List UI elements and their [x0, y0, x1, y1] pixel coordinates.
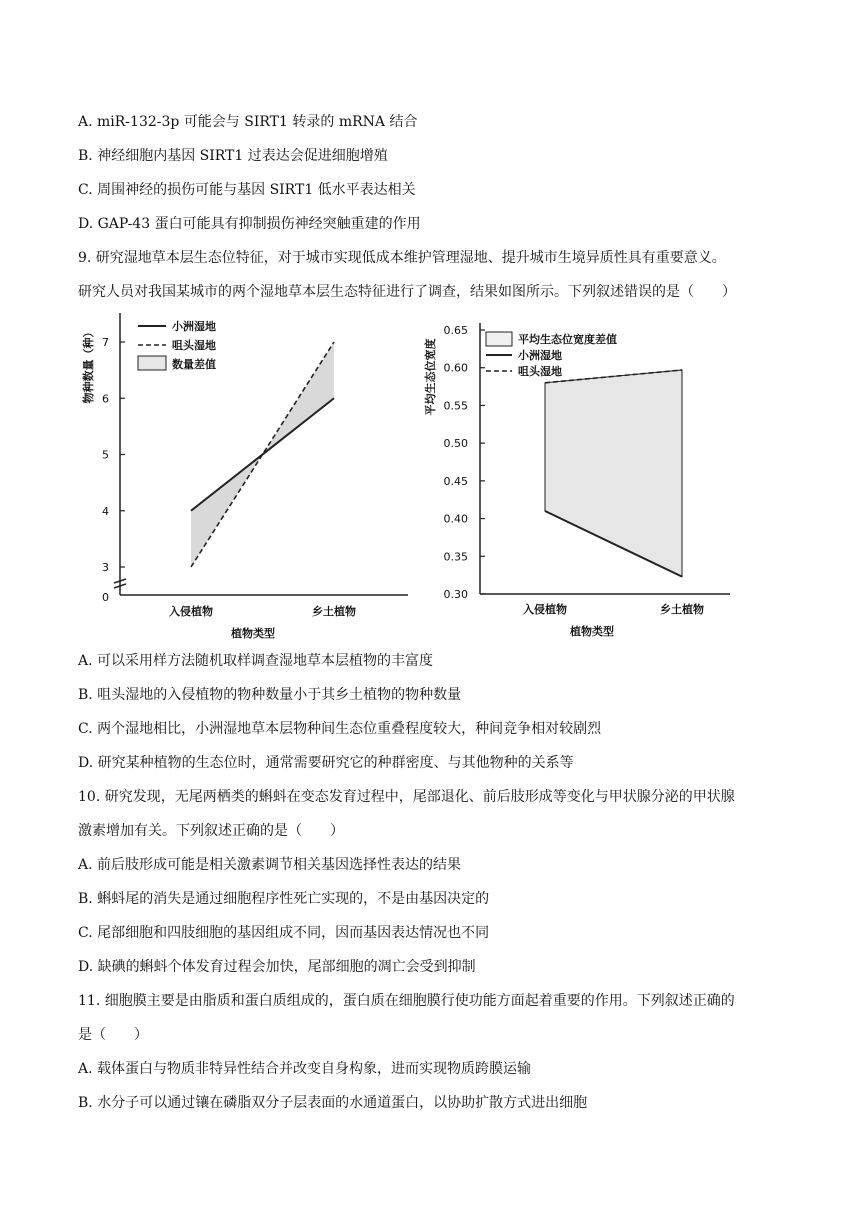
breadth-diff-fill	[545, 370, 682, 577]
y-tick-0.45: 0.45	[443, 474, 468, 488]
x-tick-native: 乡土植物	[312, 605, 356, 618]
legend	[486, 332, 617, 378]
q11-option-a: A. 载体蛋白与物质非特异性结合并改变自身构象，进而实现物质跨膜运输	[78, 1061, 532, 1077]
q8-option-a: A. miR-132-3p 可能会与 SIRT1 转录的 mRNA 结合	[78, 114, 418, 130]
legend	[138, 319, 216, 371]
y-tick-6: 6	[102, 392, 109, 406]
y-tick-0.30: 0.30	[443, 588, 468, 601]
q10-stem-line2: 激素增加有关。下列叙述正确的是（ ）	[78, 823, 344, 839]
q9-option-a: A. 可以采用样方法随机取样调查湿地草本层植物的丰富度	[78, 653, 434, 669]
q10-option-c: C. 尾部细胞和四肢细胞的基因组成不同，因而基因表达情况也不同	[78, 925, 490, 941]
x-tick-native: 乡土植物	[660, 603, 704, 616]
y-tick-0.35: 0.35	[443, 550, 468, 564]
legend-diff: 数量差值	[172, 358, 216, 371]
y-tick-7: 7	[102, 336, 109, 349]
y-tick-3: 3	[102, 561, 109, 574]
q9-stem-line1: 9. 研究湿地草本层生态位特征，对于城市实现低成本维护管理湿地、提升城市生境异质性具有重要意义。	[78, 250, 726, 266]
q9-option-c: C. 两个湿地相比，小洲湿地草本层物种间生态位重叠程度较大，种间竞争相对较剧烈	[78, 721, 602, 737]
y-tick-0.55: 0.55	[443, 399, 468, 413]
q9-stem-line2: 研究人员对我国某城市的两个湿地草本层生态特征进行了调查，结果如图所示。下列叙述错误的是（ ）	[78, 284, 736, 300]
q9-option-b: B. 咀头湿地的入侵植物的物种数量小于其乡土植物的物种数量	[78, 687, 462, 703]
q8-option-c: C. 周围神经的损伤可能与基因 SIRT1 低水平表达相关	[78, 182, 416, 198]
x-tick-invasive: 入侵植物	[523, 603, 567, 616]
y-tick-0: 0	[102, 591, 109, 604]
y-axis-label: 平均生态位宽度	[424, 338, 437, 416]
y-tick-0.60: 0.60	[443, 361, 468, 375]
q8-option-b: B. 神经细胞内基因 SIRT1 过表达会促进细胞增殖	[78, 148, 388, 164]
y-tick-0.65: 0.65	[443, 324, 468, 337]
q10-option-d: D. 缺碘的蝌蚪个体发育过程会加快，尾部细胞的凋亡会受到抑制	[78, 959, 476, 975]
legend-diff: 平均生态位宽度差值	[518, 333, 617, 346]
q11-stem-line1: 11. 细胞膜主要是由脂质和蛋白质组成的，蛋白质在细胞膜行使功能方面起着重要的作用。下列叙述正确的	[78, 993, 735, 1009]
series-xiaozhou-line	[191, 398, 334, 511]
y-axis-label: 物种数量（种）	[82, 326, 95, 404]
legend-zuitou: 咀头湿地	[518, 365, 562, 378]
niche-breadth-chart	[420, 305, 740, 645]
legend-xiaozhou: 小洲湿地	[518, 349, 562, 362]
y-tick-5: 5	[102, 448, 109, 462]
q10-stem-line1: 10. 研究发现，无尾两栖类的蝌蚪在变态发育过程中，尾部退化、前后肢形成等变化与甲状腺分泌的甲状腺	[78, 789, 735, 805]
x-axis-label: 植物类型	[231, 627, 275, 640]
q9-option-d: D. 研究某种植物的生态位时，通常需要研究它的种群密度、与其他物种的关系等	[78, 755, 574, 771]
y-tick-4: 4	[102, 504, 109, 518]
legend-xiaozhou: 小洲湿地	[172, 320, 216, 333]
q10-option-a: A. 前后肢形成可能是相关激素调节相关基因选择性表达的结果	[78, 857, 462, 873]
q8-option-d: D. GAP-43 蛋白可能具有抑制损伤神经突触重建的作用	[78, 216, 421, 232]
q11-option-b: B. 水分子可以通过镶在磷脂双分子层表面的水通道蛋白，以协助扩散方式进出细胞	[78, 1095, 588, 1111]
q10-option-b: B. 蝌蚪尾的消失是通过细胞程序性死亡实现的，不是由基因决定的	[78, 891, 490, 907]
legend-zuitou: 咀头湿地	[172, 339, 216, 352]
x-axis-label: 植物类型	[570, 625, 614, 638]
q11-stem-line2: 是（ ）	[78, 1027, 148, 1043]
y-tick-0.50: 0.50	[443, 437, 468, 451]
species-count-chart	[78, 305, 420, 645]
y-tick-0.40: 0.40	[443, 512, 468, 526]
y-ticks	[444, 324, 486, 601]
x-tick-invasive: 入侵植物	[169, 605, 213, 618]
